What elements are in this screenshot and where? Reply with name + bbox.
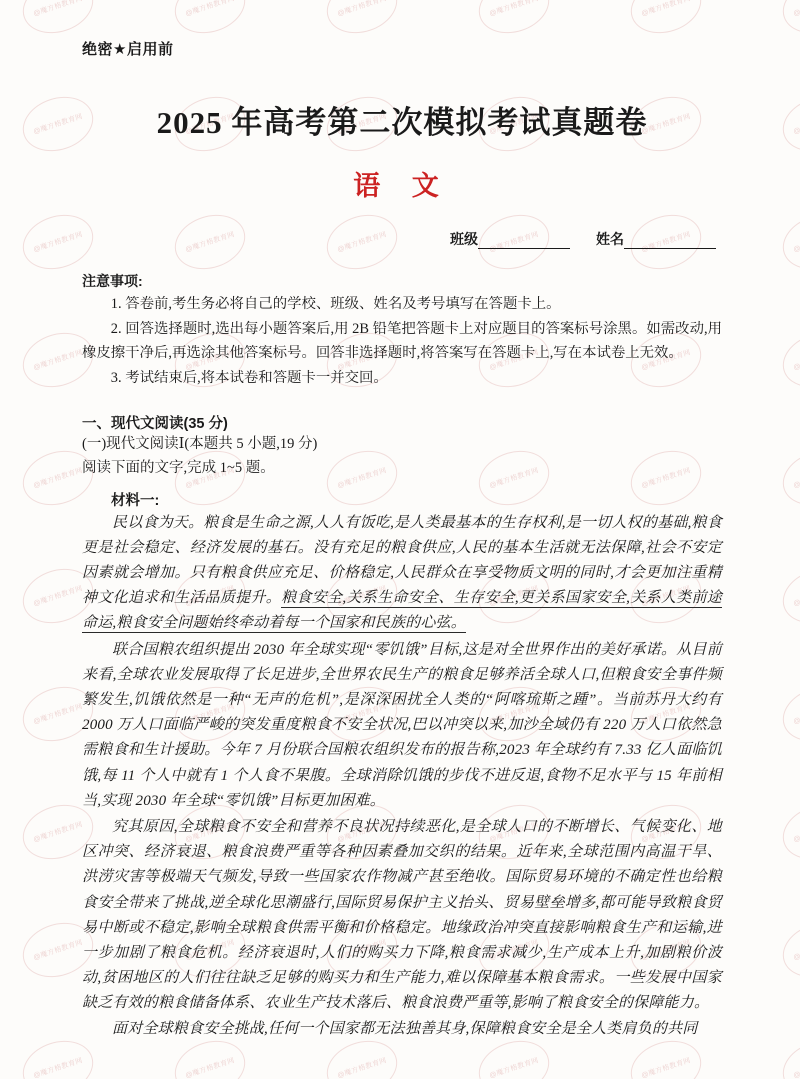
class-label: 班级 [450,231,478,247]
passage-paragraph-4 [82,1017,722,1042]
material-label: 材料一: [111,492,160,509]
secret-notice-label: 绝密★启用前 [82,41,174,58]
notice-item-3: 3. 考试结束后,将本试卷和答题卡一并交回。 [110,369,388,386]
notice-heading: 注意事项: [82,273,143,289]
section-instruction: 阅读下面的文字,完成 1~5 题。 [82,459,275,476]
notice-item-1: 1. 答卷前,考生务必将自己的学校、班级、姓名及考号填写在答题卡上。 [110,296,561,312]
paragraph-1-text: 民以食为天。粮食是生命之源,人人有饭吃,是人类最基本的生存权利,是一切人权的基础,粮食更是社会稳定、经济发展的基石。没有充足的粮食供应,人民的基本生活就无法保障,社会不安定因素就会增加。只有粮食供应充足、价格稳定,人民群众在享受物质文明的同时,才会更加注重精神文化追求和生活品质提升。 [82,514,722,607]
passage-paragraph-1 [82,511,722,637]
paragraph-2-text: 联合国粮农组织提出 2030 年全球实现“零饥饿”目标,这是对全世界作出的美好承诺。从目前来看,全球农业发展取得了长足进步,全世界农民生产的粮食足够养活全球人口,但粮食安全事件频繁发生,饥饿依然是一种“无声的危机”,是深深困扰全人类的“阿喀琉斯之踵”。当前苏丹大约有 2000 万人口面临严峻的突发重度粮食不安全状况,巴以冲突以来,加沙全域仍有 220 万人口依然急需粮食和生计援助。今年 7 月份联合国粮农组织发布的报告称,2023 年全球约有 7.33 亿人面临饥饿,每 11 个人中就有 1 个人食不果腹。全球消除饥饿的步伐不进反退,食物不足水平与 15 年前相当,实现 2030 年全球“零饥饿”目标更加困难。 [82,641,722,809]
page-title: 2025 年高考第二次模拟考试真题卷 [156,105,648,140]
name-label: 姓名 [596,231,624,247]
paragraph-1-underlined: 粮食安全,关系生命安全、生存安全,更关系国家安全,关系人类前途命运,粮食安全问题始终牵动着每一个国家和民族的心弦。 [82,590,723,632]
notice-item-2: 2. 回答选择题时,选出每小题答案后,用 2B 铅笔把答题卡上对应题目的答案标号涂黑。如需改动,用橡皮擦干净后,再选涂其他答案标号。回答非选择题时,将答案写在答题卡上,写在本试卷上无效。 [82,321,722,361]
identity-fields [82,229,722,249]
subject-title: 语 文 [353,171,451,201]
paragraph-3-text: 究其原因,全球粮食不安全和营养不良状况持续恶化,是全球人口的不断增长、气候变化、地区冲突、经济衰退、粮食浪费严重等各种因素叠加交织的结果。近年来,全球范围内高温干旱、洪涝灾害等极端天气频发,导致一些国家农作物减产甚至绝收。国际贸易环境的不确定性也给粮食安全带来了挑战,逆全球化思潮盛行,国际贸易保护主义抬头、贸易壁垒增多,都可能导致粮食贸易中断或不稳定,影响全球粮食供需平衡和价格稳定。地缘政治冲突直接影响粮食生产和运输,进一步加剧了粮食危机。经济衰退时,人们的购买力下降,粮食需求减少,生产成本上升,加剧粮价波动,贫困地区的人们往往缺乏足够的购买力和生产能力,难以保障基本粮食需求。一些发展中国家缺乏有效的粮食储备体系、农业生产技术落后、粮食浪费严重等,影响了粮食安全的保障能力。 [82,818,722,1012]
class-input[interactable] [478,233,570,249]
passage-paragraph-3 [82,815,722,1017]
section-subheading: (一)现代文阅读Ⅰ(本题共 5 小题,19 分) [82,436,318,453]
passage-paragraph-2 [82,638,722,814]
name-input[interactable] [624,233,716,249]
paragraph-4-text: 面对全球粮食安全挑战,任何一个国家都无法独善其身,保障粮食安全是全人类肩负的共同 [112,1021,698,1038]
section-heading-part-one: 一、现代文阅读(35 分) [82,416,228,433]
